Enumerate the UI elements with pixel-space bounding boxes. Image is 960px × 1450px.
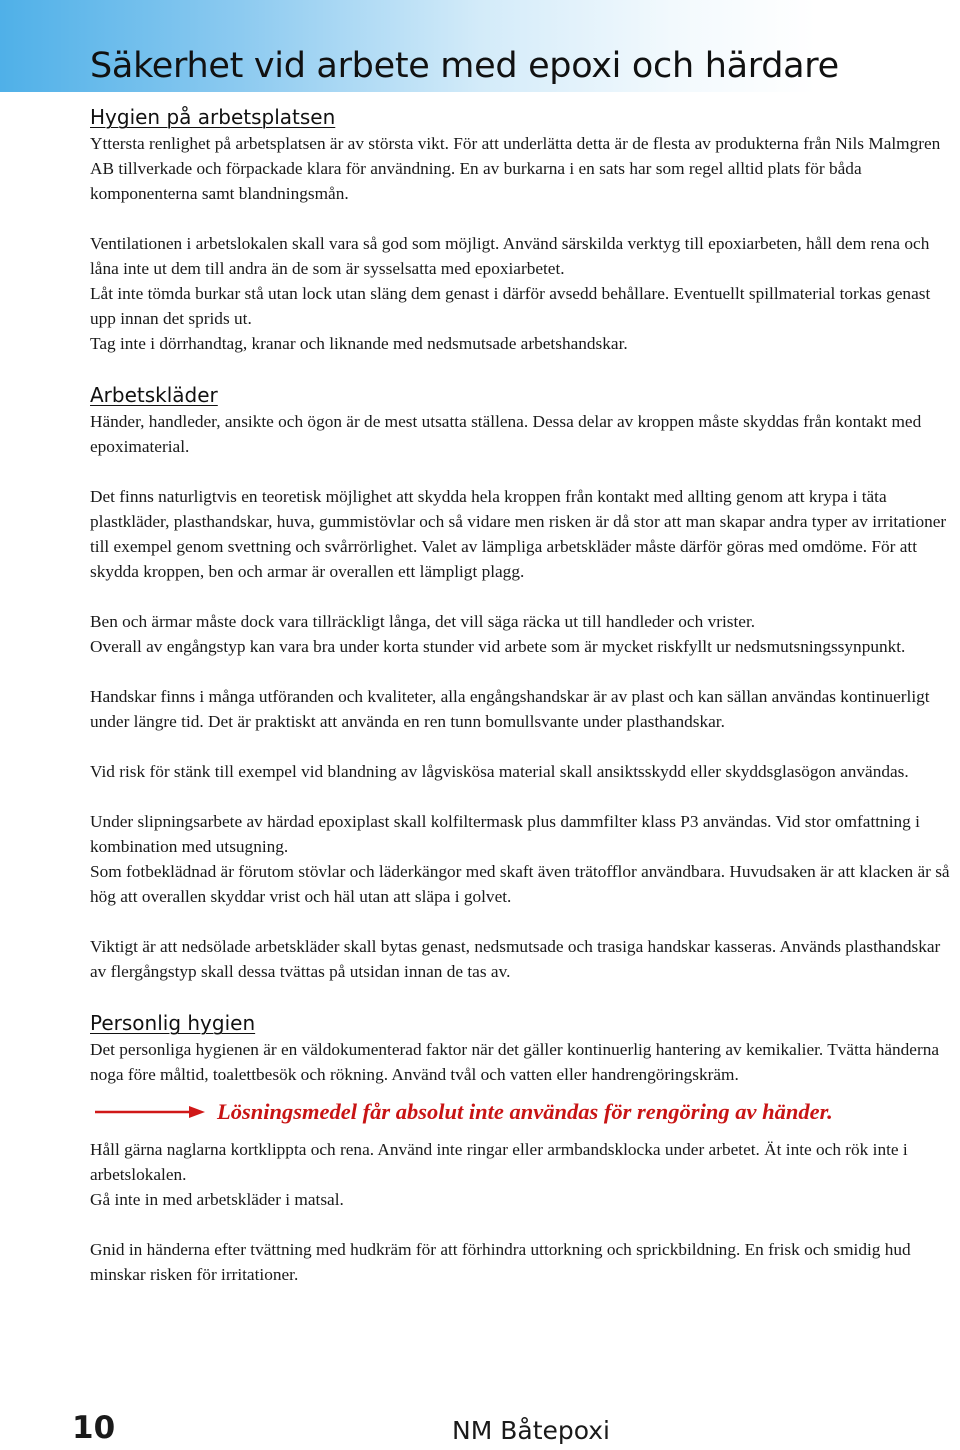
paragraph: Håll gärna naglarna kortklippta och rena. Använd inte ringar eller armbandsklocka under arbetet. Ät inte och rök inte i arbetslokalen. — [90, 1140, 908, 1184]
paragraph: Som fotbeklädnad är förutom stövlar och läderkängor med skaft även trätofflor användbara. Huvudsaken är att klacken är så hög att overallen skyddar vrist och häl utan att släpa i golvet. — [90, 862, 950, 906]
section-hygien-arbetsplatsen — [90, 103, 955, 356]
paragraph: Handskar finns i många utföranden och kvaliteter, alla engångshandskar är av plast och kan sällan användas kontinuerligt under längre tid. Det är praktiskt att använda en ren tunn bomullsvante under plasthandskar. — [90, 687, 930, 731]
warning-callout — [95, 1087, 955, 1137]
paragraph: Ben och ärmar måste dock vara tillräckligt långa, det vill säga räcka ut till handleder och vrister. — [90, 612, 756, 631]
paragraph: Gnid in händerna efter tvättning med hudkräm för att förhindra uttorkning och sprickbildning. En frisk och smidig hud minskar risken för irritationer. — [90, 1240, 911, 1284]
paragraph: Det personliga hygienen är en väldokumenterad faktor när det gäller kontinuerlig hantering av kemikalier. Tvätta händerna noga före måltid, toalettbesök och rökning. Använd tvål och vatten eller handrengöringskräm. — [90, 1040, 940, 1084]
section-personlig-hygien — [90, 1009, 955, 1287]
section-heading: Hygien på arbetsplatsen — [90, 105, 336, 129]
section-arbetsklader — [90, 381, 955, 984]
paragraph: Det finns naturligtvis en teoretisk möjlighet att skydda hela kroppen från kontakt med allting genom att krypa i täta plastkläder, plasthandskar, huva, gummistövlar och så vidare men risken är då stor att man skapar andra typer av irritationer till exempel genom svettning och svårrörlighet. Valet av lämpliga arbetskläder måste därför göras med omdöme. För att skydda kroppen, ben och armar är overallen ett lämpligt plagg. — [90, 487, 947, 581]
paragraph: Yttersta renlighet på arbetsplatsen är av största vikt. För att underlätta detta är de flesta av produkterna från Nils Malmgren AB tillverkade och förpackade klara för användning. En av burkarna i en sats har som regel alltid plats för båda komponenterna samt blandningsmån. — [90, 134, 941, 203]
paragraph: Händer, handleder, ansikte och ögon är de mest utsatta ställena. Dessa delar av kroppen måste skyddas från kontakt med epoximaterial. — [90, 412, 922, 456]
paragraph: Vid risk för stänk till exempel vid blandning av lågviskösa material skall ansiktsskydd eller skyddsglasögon användas. — [90, 762, 909, 781]
paragraph: Overall av engångstyp kan vara bra under korta stunder vid arbete som är mycket riskfyllt ur nedsmutsningssynpunkt. — [90, 637, 906, 656]
paragraph: Gå inte in med arbetskläder i matsal. — [90, 1190, 344, 1209]
paragraph: Tag inte i dörrhandtag, kranar och liknande med nedsmutsade arbetshandskar. — [90, 334, 628, 353]
paragraph: Viktigt är att nedsölade arbetskläder skall bytas genast, nedsmutsade och trasiga handskar kasseras. Används plasthandskar av flergångstyp skall dessa tvättas på utsidan innan de tas av. — [90, 937, 941, 981]
paragraph: Ventilationen i arbetslokalen skall vara så god som möjligt. Använd särskilda verktyg till epoxiarbeten, håll dem rena och låna inte ut dem till andra än de som är sysselsatta med epoxiarbetet. — [90, 234, 930, 278]
page-title: Säkerhet vid arbete med epoxi och härdare — [90, 46, 839, 86]
arrow-right-icon — [95, 1104, 205, 1120]
paragraph: Under slipningsarbete av härdad epoxiplast skall kolfiltermask plus dammfilter klass P3 användas. Vid stor omfattning i kombination med utsugning. — [90, 812, 920, 856]
warning-text: Lösningsmedel får absolut inte användas för rengöring av händer. — [217, 1099, 833, 1124]
page-number: 10 — [72, 1410, 116, 1446]
document-body — [90, 103, 955, 1287]
footer-brand: NM Båtepoxi — [452, 1416, 611, 1445]
section-heading: Personlig hygien — [90, 1011, 256, 1035]
section-heading: Arbetskläder — [90, 383, 218, 407]
paragraph: Låt inte tömda burkar stå utan lock utan släng dem genast i därför avsedd behållare. Eventuellt spillmaterial torkas genast upp innan det sprids ut. — [90, 284, 931, 328]
